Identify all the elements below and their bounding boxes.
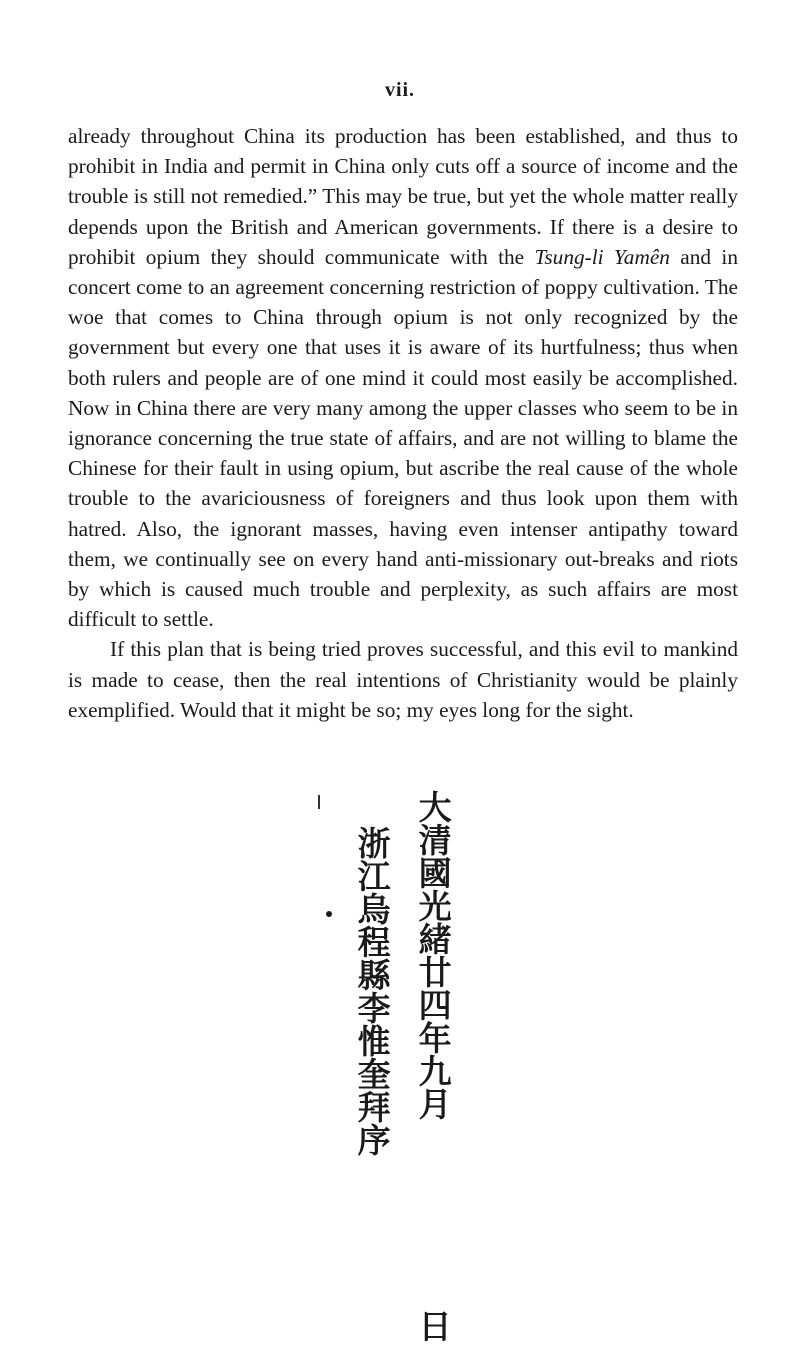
page-number: vii.: [384, 79, 416, 101]
date-column: 大清國光緒廿四年九月: [413, 790, 453, 1120]
paragraph-1-italic-term: Tsung-li Yamên: [534, 244, 670, 269]
paragraph-1-text-a: already throughout China its production has been established, and thus to prohibit in India and permit in China only cuts off a source of income and the trouble is still not remedied.” This may be true, but yet the whole matter really depends upon the British and American governments. If there is a desire to prohibit opium they should communicate with the: [68, 124, 738, 269]
body-text: [68, 121, 738, 725]
author-column: 浙江烏程縣李惟奎拜序: [352, 826, 392, 1156]
paragraph-1: [68, 121, 738, 634]
day-character: 日: [413, 1309, 453, 1342]
paragraph-1-text-b: and in concert come to an agreement concerning restriction of poppy cultivation. The woe that comes to China through opium is not only recognized by the government but every one that uses it is aware of its hurtfulness; thus when both rulers and people are of one mind it could most easily be accomplished. Now in China there are very many among the upper classes who seem to be in ignorance concerning the true state of affairs, and are not willing to blame the Chinese for their fault in using opium, but ascribe the real cause of the whole trouble to the avariciousness of foreigners and thus look upon them with hatred. Also, the ignorant masses, having even intenser antipathy toward them, we continually see on every hand anti-missionary out-breaks and riots by which is caused much trouble and perplexity, as such affairs are most difficult to settle.: [68, 244, 738, 632]
stray-mark: [318, 795, 320, 809]
chinese-signature-block: [0, 790, 800, 1350]
paragraph-2: If this plan that is being tried proves successful, and this evil to mankind is made to cease, then the real intentions of Christianity would be plainly exemplified. Would that it might be so; my eyes long for the sight.: [68, 637, 738, 722]
stray-dot: [326, 911, 332, 917]
